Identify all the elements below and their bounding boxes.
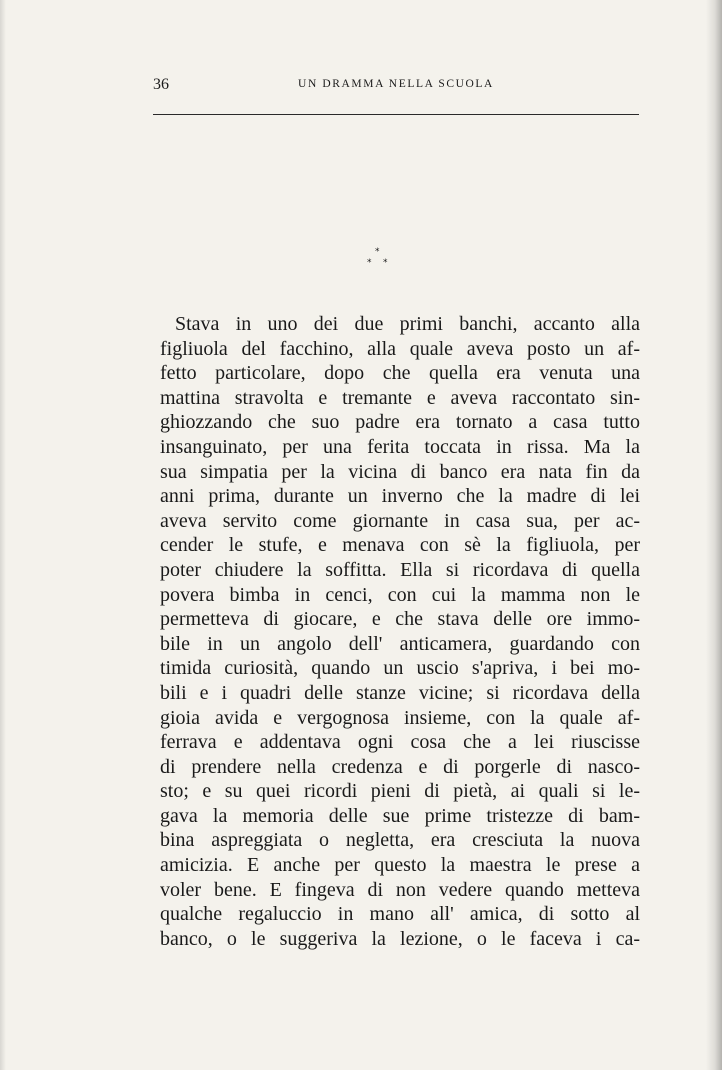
text-line: anni prima, durante un inverno che la madre di lei (160, 485, 640, 508)
asterism-star-left: * (367, 258, 372, 268)
text-line: bile in un angolo dell' anticamera, guardando con (160, 632, 640, 655)
text-line: mattina stravolta e tremante e aveva raccontato sin- (160, 386, 640, 409)
text-line: timida curiosità, quando un uscio s'apriva, i bei mo- (160, 657, 640, 680)
text-line: gava la memoria delle sue prime tristezze di bam- (160, 804, 640, 827)
header-rule (153, 114, 639, 115)
text-line: aveva servito come giornante in casa sua, per ac- (160, 509, 640, 532)
text-line: cender le stufe, e menava con sè la figliuola, per (160, 534, 640, 557)
page-number: 36 (153, 76, 169, 93)
text-line: povera bimba in cenci, con cui la mamma non le (160, 583, 640, 606)
text-line: ferrava e addentava ogni cosa che a lei riuscisse (160, 731, 640, 754)
text-line: sto; e su quei ricordi pieni di pietà, ai quali si le- (160, 780, 640, 803)
text-line: sua simpatia per la vicina di banco era nata fin da (160, 460, 640, 483)
asterism-star-top: * (375, 247, 380, 257)
page-edge-shadow-right (706, 0, 722, 1070)
text-line: banco, o le suggeriva la lezione, o le faceva i ca- (160, 927, 640, 950)
page-header (153, 76, 639, 100)
text-line: permetteva di giocare, e che stava delle ore immo- (160, 608, 640, 631)
page-edge-shadow-left (0, 0, 6, 1070)
text-line: poter chiudere la soffitta. Ella si ricordava di quella (160, 558, 640, 581)
text-line: Stava in uno dei due primi banchi, accanto alla (175, 313, 640, 335)
text-line: bina aspreggiata o negletta, era cresciuta la nuova (160, 829, 640, 852)
text-line: amicizia. E anche per questo la maestra le prese a (160, 854, 640, 877)
text-line: qualche regaluccio in mano all' amica, di sotto al (160, 903, 640, 926)
asterism-star-right: * (383, 258, 388, 268)
body-paragraph (160, 312, 640, 951)
running-title: UN DRAMMA NELLA SCUOLA (298, 78, 494, 90)
text-line: voler bene. E fingeva di non vedere quando metteva (160, 878, 640, 901)
text-line: fetto particolare, dopo che quella era venuta una (160, 362, 640, 385)
text-line: ghiozzando che suo padre era tornato a casa tutto (160, 411, 640, 434)
text-line: insanguinato, per una ferita toccata in rissa. Ma la (160, 435, 640, 458)
text-line: bili e i quadri delle stanze vicine; si ricordava della (160, 681, 640, 704)
text-line: figliuola del facchino, alla quale aveva posto un af- (160, 337, 640, 360)
text-line: di prendere nella credenza e di porgerle di nasco- (160, 755, 640, 778)
section-break-asterism (364, 248, 394, 278)
text-line: gioia avida e vergognosa insieme, con la quale af- (160, 706, 640, 729)
